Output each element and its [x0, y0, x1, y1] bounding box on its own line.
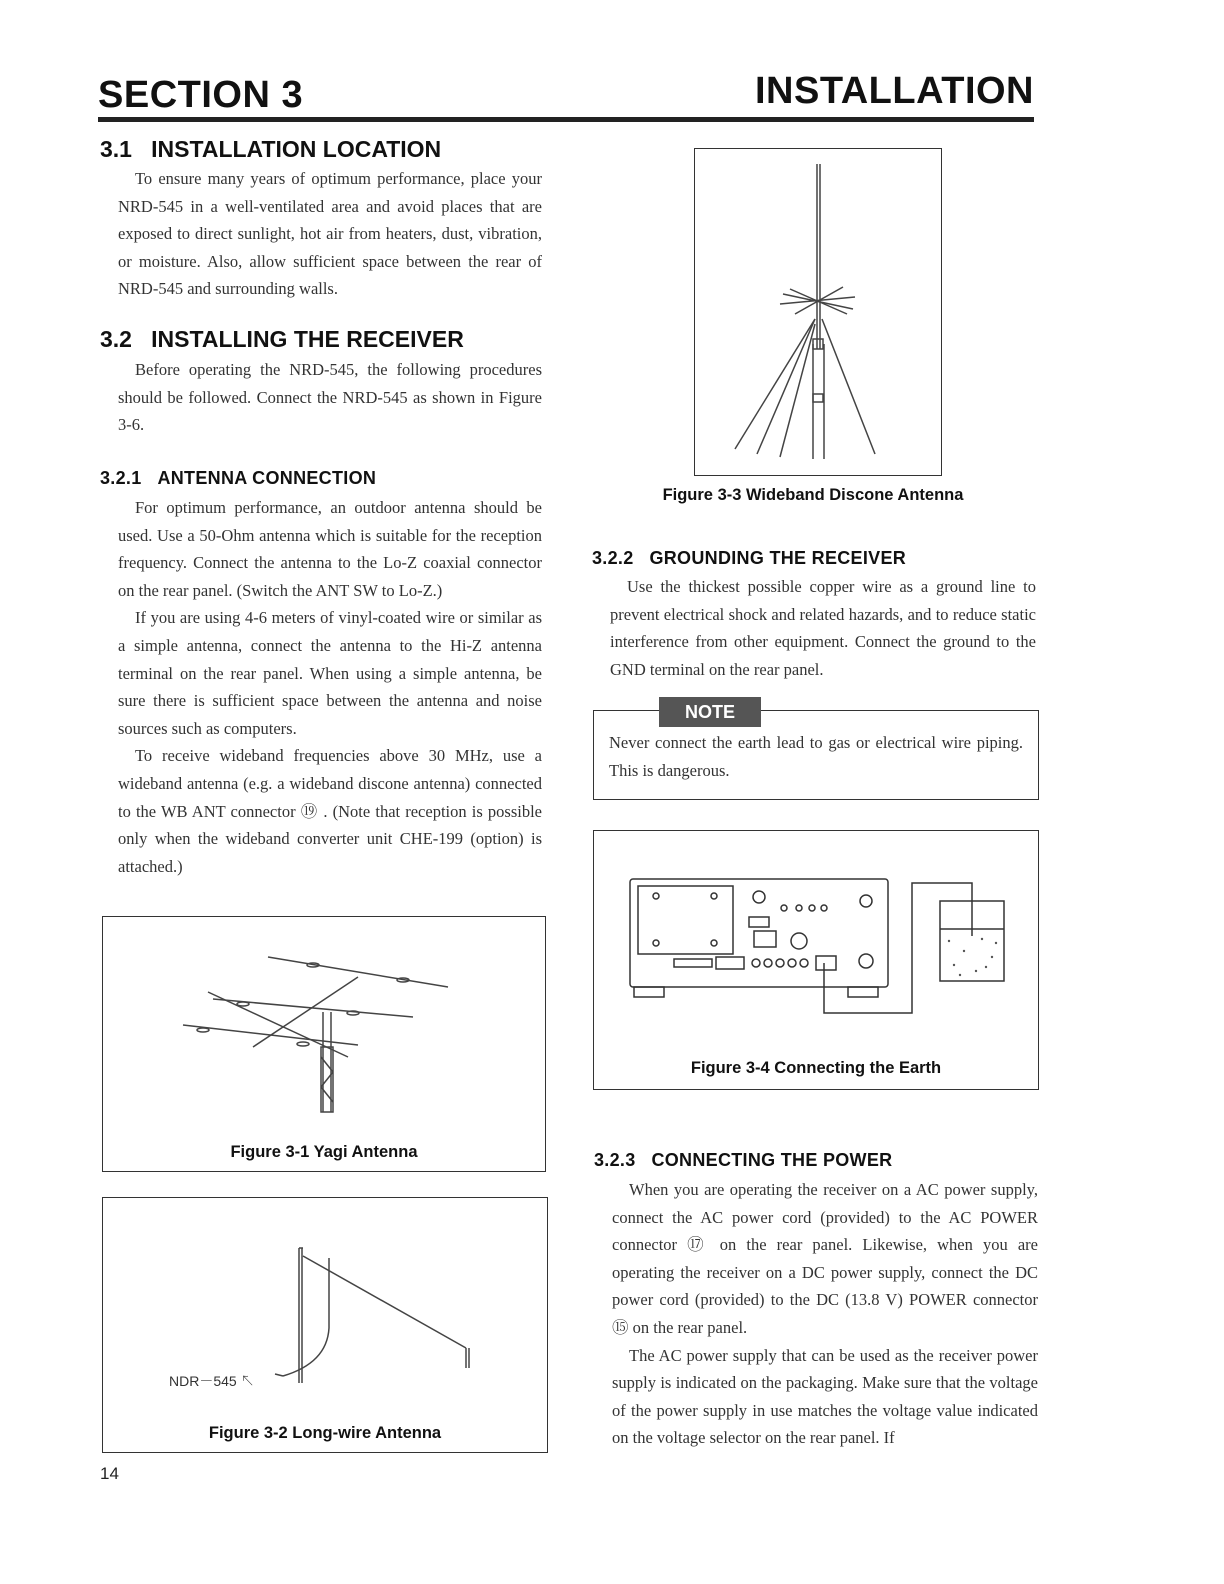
- figure-3-3: [694, 148, 942, 476]
- text-3-2-1: For optimum performance, an outdoor antenna should be used. Use a 50-Ohm antenna which is suitable for the reception frequency. Connect the antenna to the Lo-Z coaxial connector on the rear panel. (Switch the ANT SW to Lo-Z.) If you are using 4-6 meters of vinyl-coated wire or similar as a simple antenna, connect the antenna to the Hi-Z antenna terminal on the rear panel. When using a simple antenna, be sure there is sufficient space between the antenna and noise sources such as computers. To receive wideband frequencies above 30 MHz, use a wideband antenna (e.g. a wideband discone antenna) connected to the WB ANT connector ⑲ . (Note that reception is possible only when the wideband converter unit CHE-199 (option) is attached.): [118, 498, 542, 876]
- text-3-1: To ensure many years of optimum performance, place your NRD-545 in a well-ventilated area and avoid places that are exposed to direct sunlight, hot air from heaters, dust, vibration, or moisture. Also, allow sufficient space between the rear of NRD-545 and surrounding walls.: [118, 169, 542, 299]
- figure-3-2: [102, 1197, 548, 1453]
- text-3-2-2: Use the thickest possible copper wire as a ground line to prevent electrical shock and related hazards, and to reduce static interference from other equipment. Connect the ground to the GND terminal on the rear panel.: [610, 577, 1036, 679]
- caption-figure-3-3: Figure 3-3 Wideband Discone Antenna: [662, 486, 964, 504]
- heading-3-2-3: 3.2.3 CONNECTING THE POWER: [594, 1150, 893, 1170]
- page-title: INSTALLATION: [755, 70, 1034, 112]
- figure-3-4: [593, 830, 1039, 1090]
- text-3-2: Before operating the NRD-545, the following procedures should be followed. Connect the NRD-545 as shown in Figure 3-6.: [118, 360, 542, 435]
- receiver-label: NDR－545 ↖: [169, 1373, 255, 1389]
- note-box: [593, 702, 1039, 800]
- heading-3-2-1: 3.2.1 ANTENNA CONNECTION: [100, 468, 377, 488]
- caption-figure-3-2: Figure 3-2 Long-wire Antenna: [208, 1424, 442, 1442]
- caption-figure-3-4: Figure 3-4 Connecting the Earth: [690, 1059, 942, 1077]
- heading-3-1: 3.1 INSTALLATION LOCATION: [100, 136, 442, 162]
- header-rule: [98, 117, 1034, 122]
- section-label: SECTION 3: [98, 74, 304, 116]
- discone-antenna-illustration: [695, 149, 940, 474]
- yagi-antenna-illustration: [103, 917, 544, 1117]
- figure-3-1: [102, 916, 546, 1172]
- rear-panel-earth-illustration: [594, 831, 1037, 1041]
- heading-3-2: 3.2 INSTALLING THE RECEIVER: [100, 326, 464, 352]
- heading-3-2-2: 3.2.2 GROUNDING THE RECEIVER: [592, 548, 907, 568]
- note-tag: NOTE: [659, 697, 761, 727]
- long-wire-antenna-illustration: [103, 1198, 546, 1398]
- text-3-2-3: When you are operating the receiver on a AC power supply, connect the AC power cord (provided) to the AC POWER connector ⑰ on the rear panel. Likewise, when you are operating the receiver on a DC power supply, connect the DC power cord (provided) to the DC (13.8 V) POWER connector ⑮ on the rear panel. The AC power supply that can be used as the receiver power supply is indicated on the packaging. Make sure that the voltage of the power supply in use matches the voltage value indicated on the voltage selector on the rear panel. If: [612, 1180, 1038, 1448]
- caption-figure-3-1: Figure 3-1 Yagi Antenna: [230, 1143, 418, 1161]
- page-number: 14: [100, 1464, 119, 1483]
- note-text: Never connect the earth lead to gas or electrical wire piping. This is dangerous.: [609, 733, 1023, 780]
